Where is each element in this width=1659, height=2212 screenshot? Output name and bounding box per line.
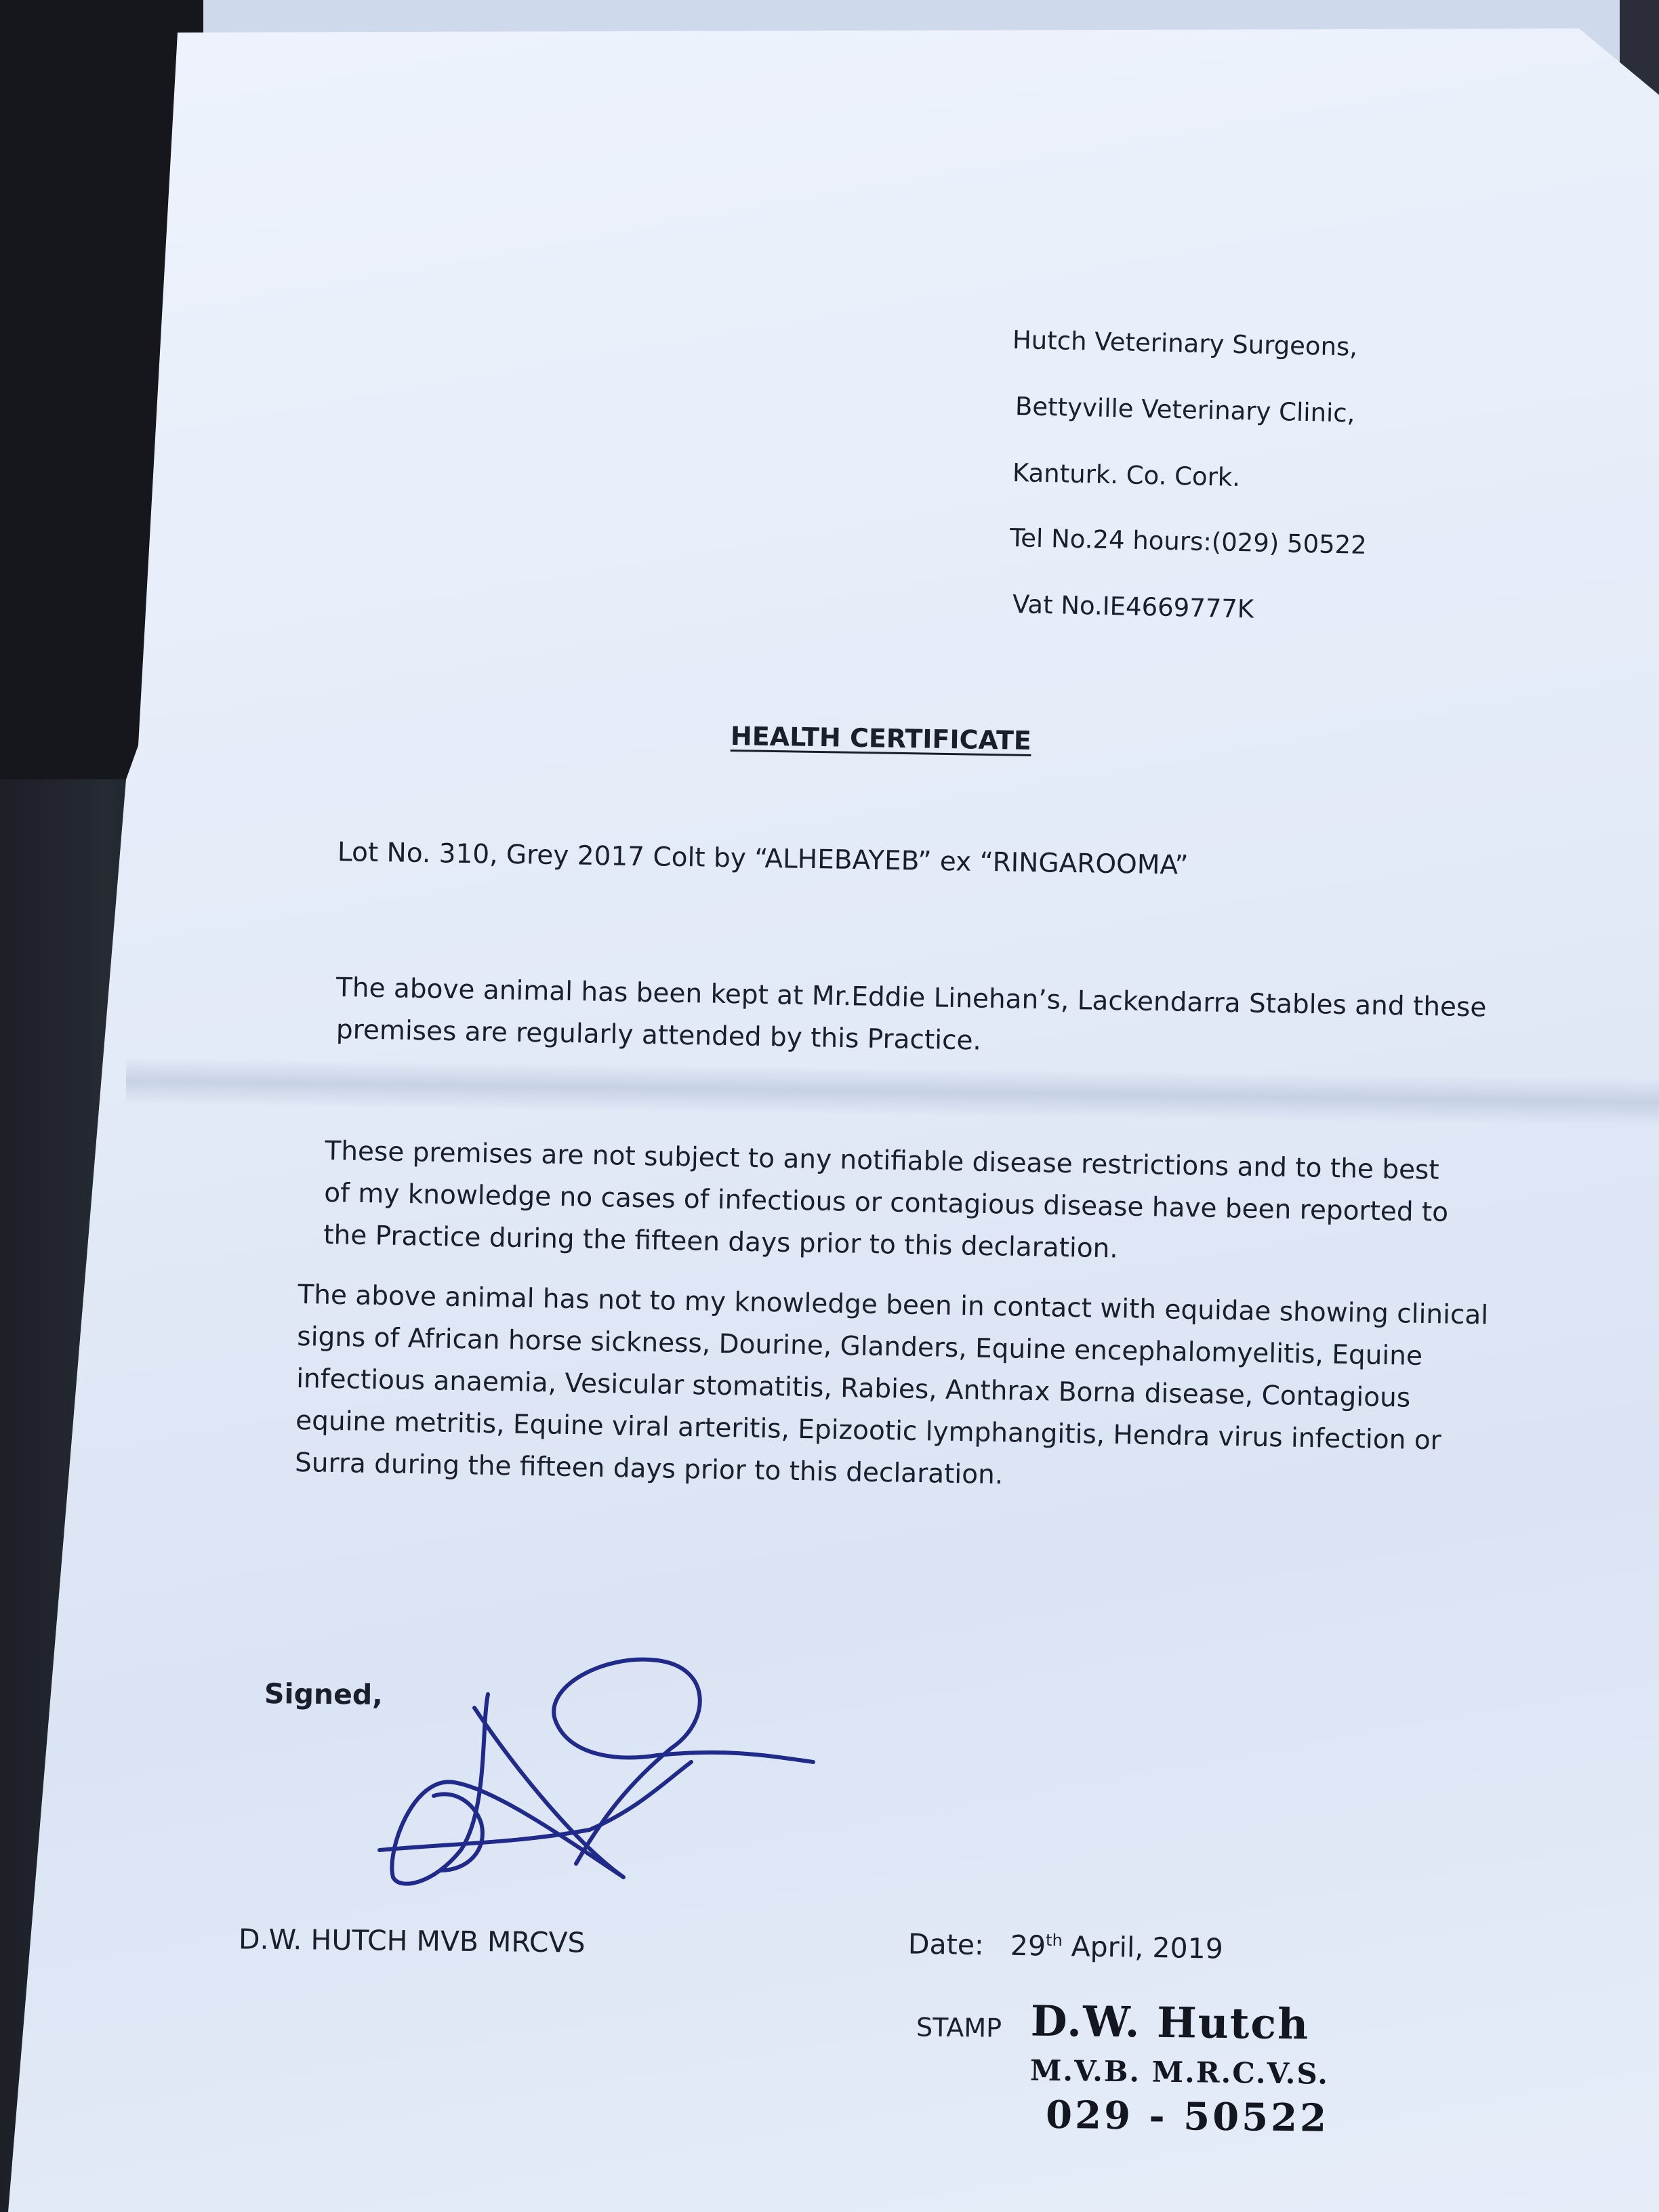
stamp-qualifications: M.V.B. M.R.C.V.S. [1029,2053,1330,2091]
practice-clinic: Bettyville Veterinary Clinic, [1015,392,1355,428]
paragraph-1-line-1: The above animal has been kept at Mr.Eddie Linehan’s, Lackendarra Stables and these [335,972,1487,1023]
vet-stamp [1029,1996,1330,2141]
stamp-name: D.W. Hutch [1030,1996,1310,2049]
date-day-suffix: th [1045,1930,1063,1950]
stamp-label: STAMP [916,2012,1002,2043]
practice-vat: Vat No.IE4669777K [1012,590,1254,624]
date-month-year: April, 2019 [1071,1930,1224,1965]
practice-phone: Tel No.24 hours:(029) 50522 [1009,523,1368,560]
practice-name: Hutch Veterinary Surgeons, [1012,325,1358,362]
paragraph-1-line-2: premises are regularly attended by this Practice. [335,1015,982,1057]
date-day: 29 [1010,1929,1046,1963]
signer-name: D.W. HUTCH MVB MRCVS [238,1923,586,1959]
paragraph-2: These premises are not subject to any notifiable disease restrictions and to the best of my knowledge no cases of infectious or contagious disease have been reported to the Practice during the fifteen days prior to this declaration. [323,1135,1449,1265]
date [908,1927,1224,1965]
stamp-phone: 029 - 50522 [1045,2092,1330,2141]
signed-label: Signed, [264,1677,384,1711]
practice-location: Kanturk. Co. Cork. [1012,458,1241,493]
lot-description: Lot No. 310, Grey 2017 Colt by “ALHEBAYEB” ex “RINGAROOMA” [337,837,1189,881]
paragraph-3: The above animal has not to my knowledge been in contact with equidae showing clinical signs of African horse sickness, Dourine, Glanders, Equine encephalomyelitis, Equine infectious anaemia, Vesicular stomatitis, Rabies, Anthrax Borna disease, Contagious equine metritis, Equine viral arteritis, Epizootic lymphangitis, Hendra virus infection or Surra during the fifteen days prior to this declaration. [294,1279,1489,1491]
date-label: Date: [907,1927,985,1962]
handwritten-signature [373,1647,834,1904]
document-title: HEALTH CERTIFICATE [730,721,1032,756]
